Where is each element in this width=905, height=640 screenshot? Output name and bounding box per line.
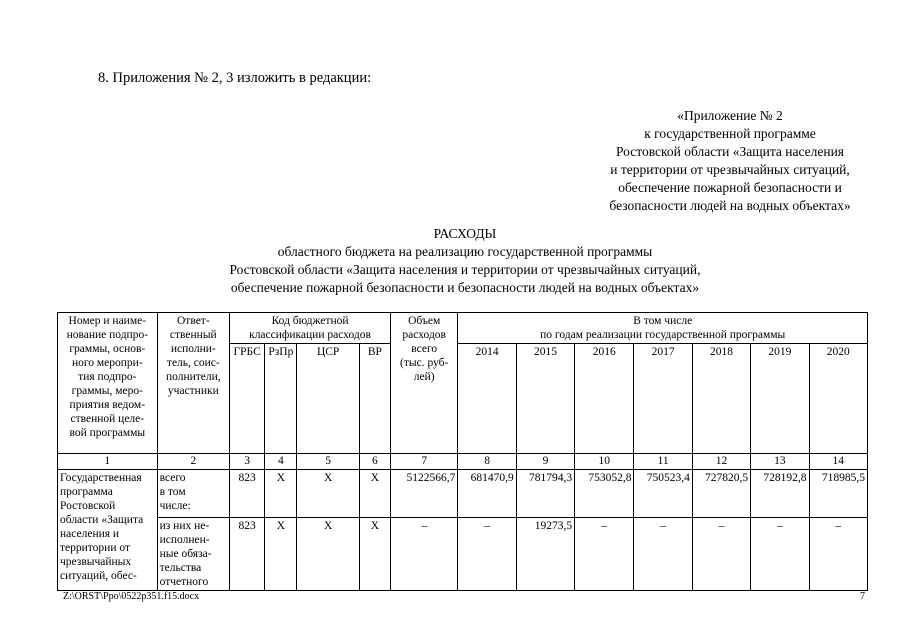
column-number: 2 [157, 454, 229, 470]
heading-line: Ростовской области «Защита населения и территории от чрезвычайных ситуаций, [229, 262, 701, 277]
program-line: чрезвычайных [60, 556, 132, 568]
header-program-line: ного меропри- [71, 357, 143, 369]
responsible-line: из них не- [159, 520, 210, 532]
header-code-group-line: Код бюджетной [271, 315, 349, 327]
cell-rzpr: Х [265, 470, 297, 518]
heading-line: обеспечение пожарной безопасности и безопасности людей на водных объектах» [230, 280, 700, 295]
cell-year-value: 781794,3 [516, 470, 574, 518]
header-volume-line: всего [411, 343, 438, 355]
program-line: Государственная [60, 472, 142, 484]
header-program-line: вой программы [69, 427, 146, 439]
appendix-line: Ростовской области «Защита населения [615, 144, 845, 159]
row-responsible [157, 518, 229, 591]
cell-vr: Х [359, 470, 390, 518]
column-number: 7 [391, 454, 458, 470]
appendix-line: и территории от чрезвычайных ситуаций, [610, 162, 850, 177]
heading-title: РАСХОДЫ [433, 226, 497, 241]
column-number: 13 [751, 454, 809, 470]
header-program-line: тия подпро- [78, 371, 137, 383]
cell-year-value: – [751, 518, 809, 591]
column-number: 12 [692, 454, 750, 470]
cell-year-value: 750523,4 [634, 470, 692, 518]
responsible-line: числе: [159, 500, 191, 512]
footer-file-path: Z:\ORST\Ppo\0522p351.f15.docx [63, 591, 200, 602]
cell-rzpr: Х [265, 518, 297, 591]
appendix-line: «Приложение № 2 [677, 108, 783, 123]
header-year: 2018 [692, 344, 750, 454]
responsible-line: тельства [159, 562, 202, 574]
header-responsible-line: полнители, [165, 371, 221, 383]
program-line: программа [60, 486, 113, 498]
responsible-line: в том [159, 486, 186, 498]
column-number: 4 [265, 454, 297, 470]
column-number: 3 [230, 454, 265, 470]
program-line: ситуаций, обес- [60, 570, 137, 582]
header-volume-line: (тыс. руб- [400, 357, 449, 369]
header-responsible-line: тель, соис- [166, 357, 220, 369]
cell-year-value: – [575, 518, 634, 591]
cell-year-value: – [634, 518, 692, 591]
column-number: 11 [634, 454, 692, 470]
header-years-group [458, 313, 868, 344]
appendix-line: обеспечение пожарной безопасности и [618, 180, 842, 195]
cell-grbs: 823 [230, 518, 265, 591]
header-code-csr: ЦСР [297, 344, 359, 454]
program-line: области «Защита [60, 514, 144, 526]
cell-year-value: 727820,5 [692, 470, 750, 518]
expenses-table [57, 312, 868, 591]
cell-year-value: – [692, 518, 750, 591]
header-year: 2017 [634, 344, 692, 454]
header-program-line: нование подпро- [66, 329, 149, 341]
responsible-line: исполнен- [159, 534, 210, 546]
header-program-line: ственной целе- [70, 413, 145, 425]
intro-text: 8. Приложения № 2, 3 изложить в редакции: [98, 70, 372, 86]
column-number: 1 [58, 454, 158, 470]
heading-line: областного бюджета на реализацию государственной программы [277, 244, 653, 259]
program-line: населения и [60, 528, 120, 540]
table-row [58, 518, 868, 591]
column-number: 6 [359, 454, 390, 470]
header-responsible-line: ственный [169, 329, 217, 341]
cell-csr: Х [297, 470, 359, 518]
header-year: 2015 [516, 344, 574, 454]
header-year: 2016 [575, 344, 634, 454]
table-row [58, 470, 868, 518]
responsible-line: ные обяза- [159, 548, 212, 560]
column-number: 10 [575, 454, 634, 470]
responsible-line: всего [159, 472, 186, 484]
cell-year-value: 718985,5 [809, 470, 868, 518]
header-volume-line: Объем [408, 315, 441, 327]
header-year: 2020 [809, 344, 868, 454]
header-volume [391, 313, 458, 454]
appendix-note [575, 107, 885, 215]
appendix-line: безопасности людей на водных объектах» [609, 198, 851, 213]
header-responsible [157, 313, 229, 454]
header-program-line: граммы, основ- [69, 343, 146, 355]
column-number: 5 [297, 454, 359, 470]
cell-total: – [391, 518, 458, 591]
header-code-group [230, 313, 391, 344]
responsible-line: отчетного [159, 576, 209, 588]
program-line: Ростовской [60, 500, 116, 512]
cell-grbs: 823 [230, 470, 265, 518]
row-responsible [157, 470, 229, 518]
appendix-line: к государственной программе [644, 126, 816, 141]
column-number: 8 [458, 454, 516, 470]
header-responsible-line: Ответ- [177, 315, 210, 327]
header-program-line: Номер и наиме- [68, 315, 147, 327]
cell-total: 5122566,7 [391, 470, 458, 518]
header-code-rzpr: РзПр [265, 344, 297, 454]
row-program-name [58, 470, 158, 591]
column-number: 9 [516, 454, 574, 470]
column-number: 14 [809, 454, 868, 470]
cell-year-value: – [458, 518, 516, 591]
header-code-vr: ВР [359, 344, 390, 454]
header-year: 2014 [458, 344, 516, 454]
program-line: территории от [60, 542, 130, 554]
cell-year-value: 728192,8 [751, 470, 809, 518]
header-year: 2019 [751, 344, 809, 454]
header-program [58, 313, 158, 454]
cell-year-value: – [809, 518, 868, 591]
header-years-group-line: по годам реализации государственной программы [540, 329, 786, 341]
cell-year-value: 681470,9 [458, 470, 516, 518]
header-code-grbs: ГРБС [230, 344, 265, 454]
cell-year-value: 19273,5 [516, 518, 574, 591]
header-responsible-line: исполни- [170, 343, 216, 355]
cell-csr: Х [297, 518, 359, 591]
header-volume-line: лей) [413, 371, 435, 383]
header-years-group-line: В том числе [633, 315, 693, 327]
cell-vr: Х [359, 518, 390, 591]
header-code-group-line: классификации расходов [249, 329, 371, 341]
header-program-line: граммы, меро- [71, 385, 143, 397]
cell-year-value: 753052,8 [575, 470, 634, 518]
header-volume-line: расходов [402, 329, 446, 341]
header-responsible-line: участники [167, 385, 219, 397]
page-number: 7 [860, 591, 865, 602]
header-program-line: приятия ведом- [69, 399, 146, 411]
document-heading [170, 225, 760, 297]
